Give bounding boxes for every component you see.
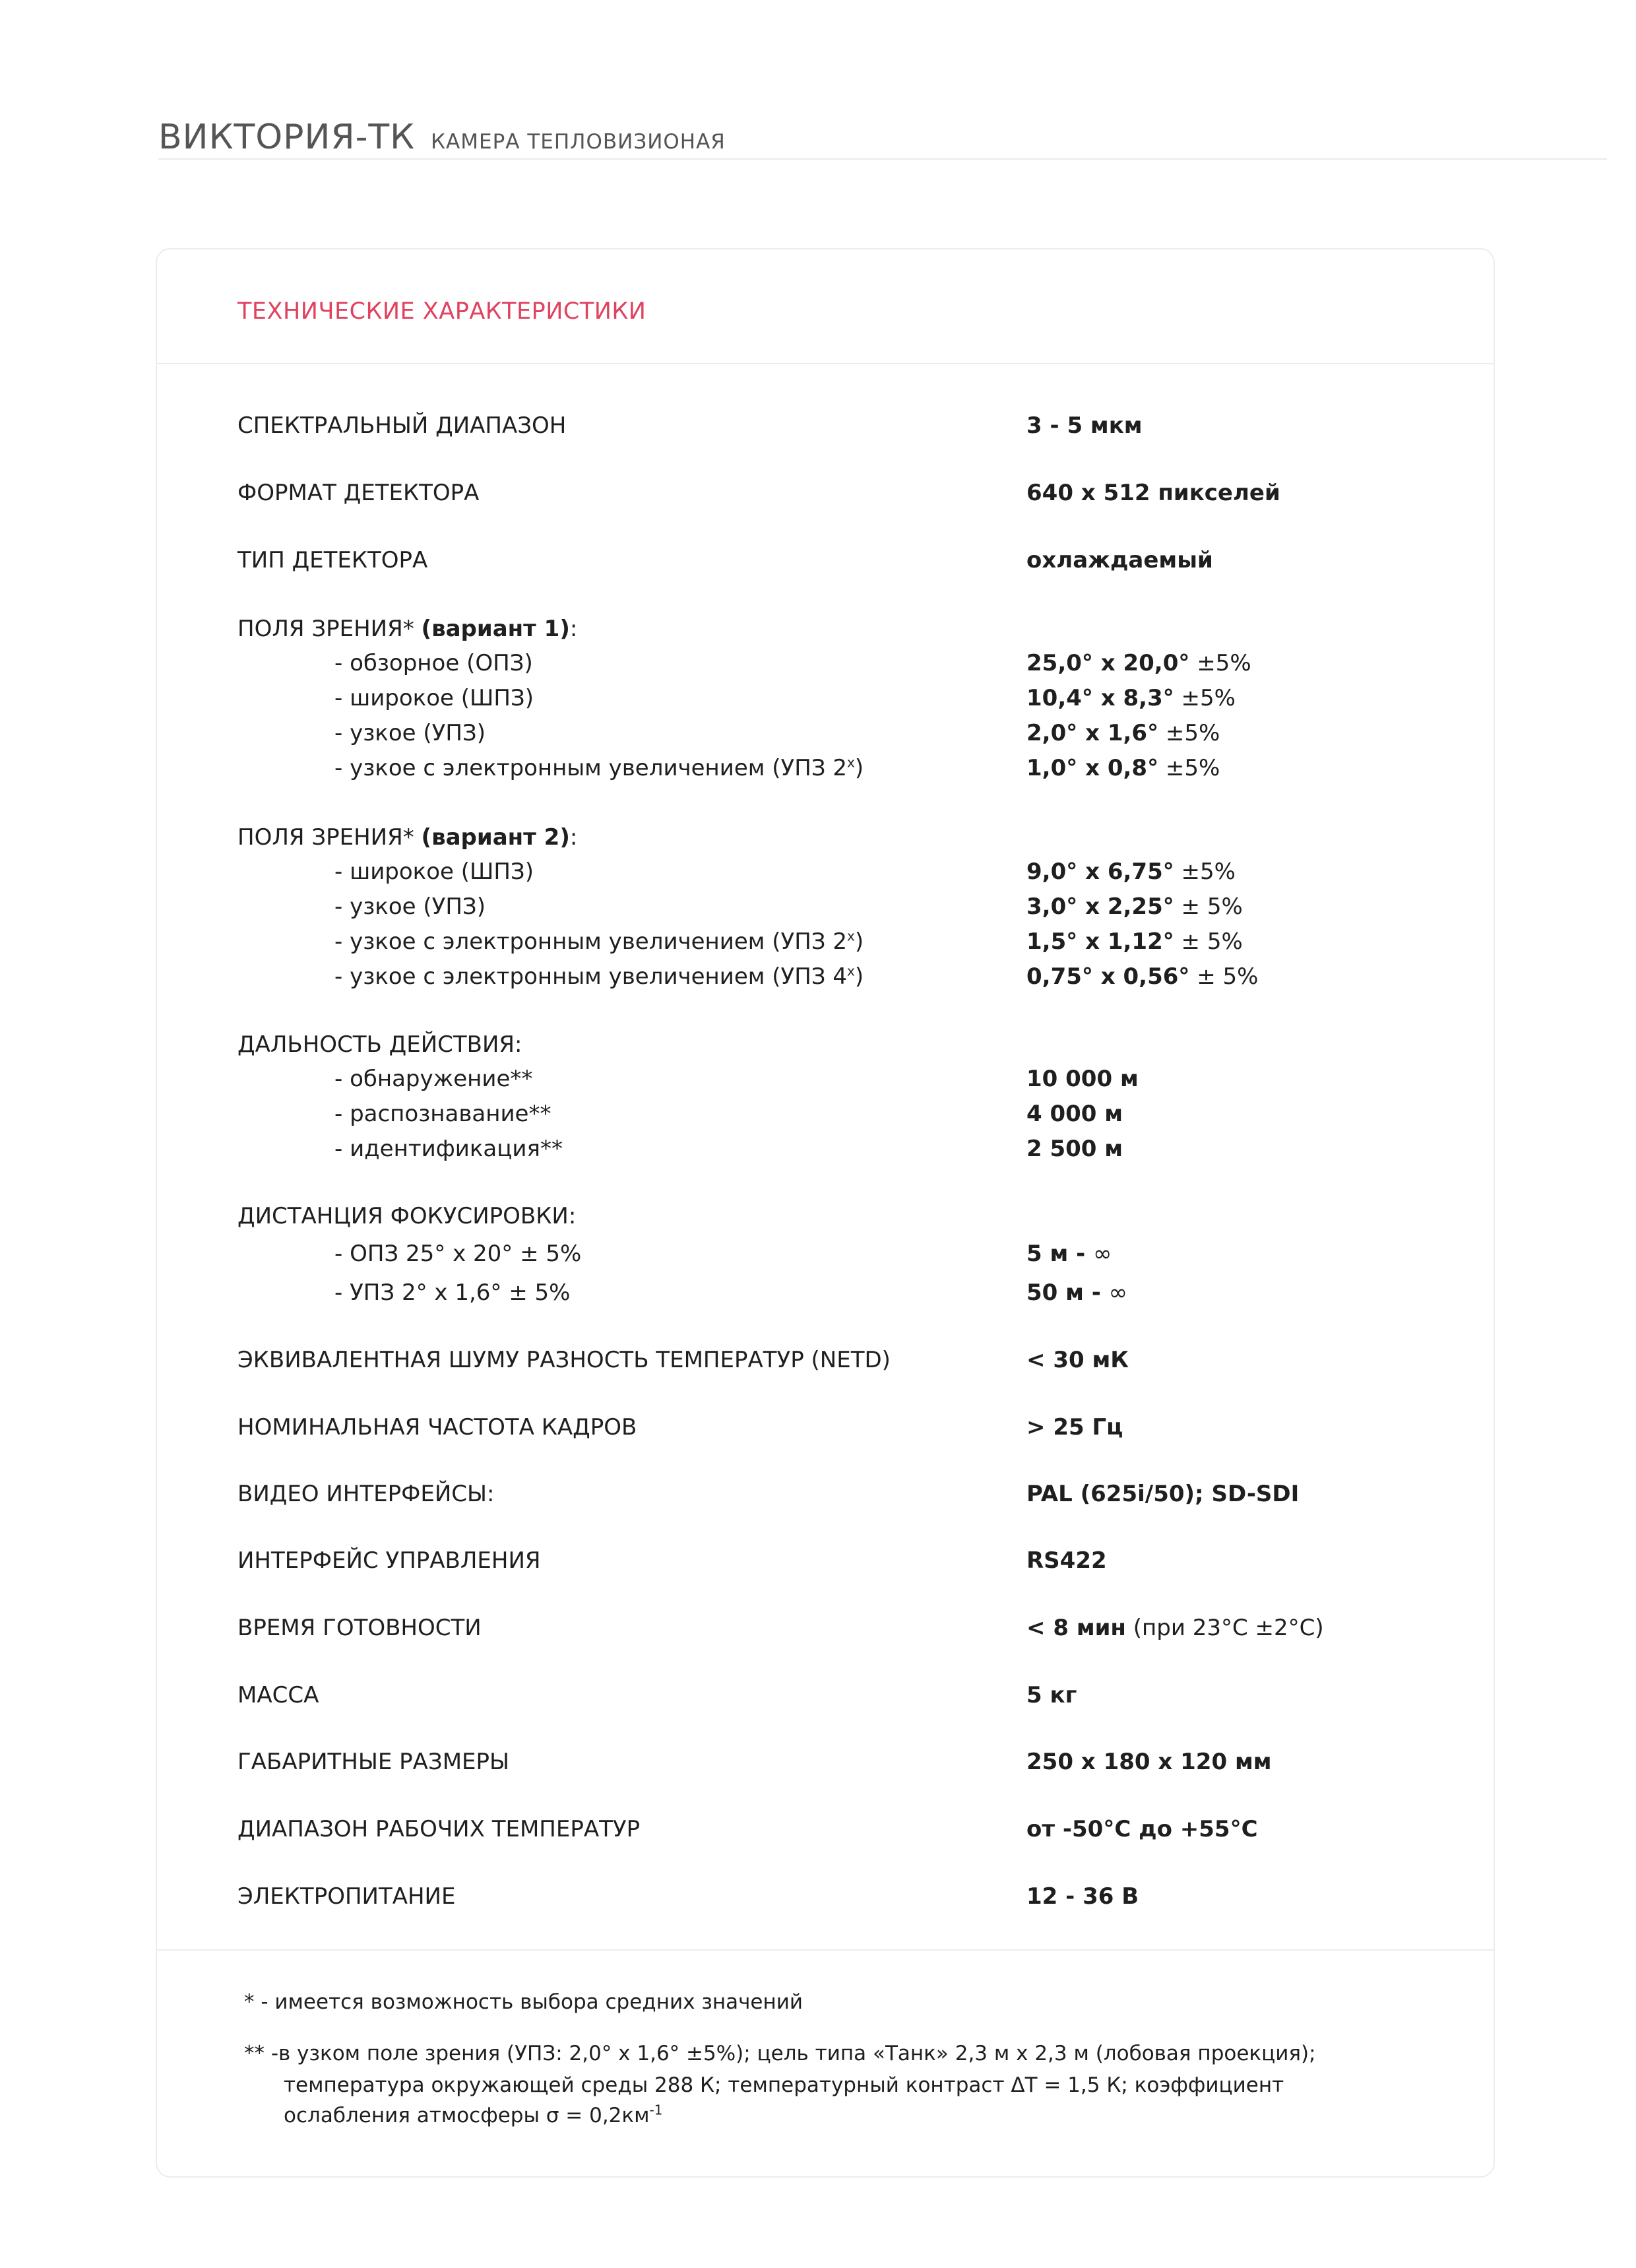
spec-row-fov2-ezoom4 <box>0 961 1636 992</box>
spec-value: RS422 <box>1026 1547 1107 1574</box>
spec-label: ВРЕМЯ ГОТОВНОСТИ <box>237 1615 482 1641</box>
spec-value: 3,0° х 2,25° ± 5% <box>1026 893 1243 920</box>
spec-row-netd <box>0 1345 1636 1375</box>
spec-value: 2 500 м <box>1026 1136 1123 1162</box>
spec-value: охлаждаемый <box>1026 547 1213 573</box>
spec-row-fov1-wide <box>0 683 1636 713</box>
footnote-2-line-3: ослабления атмосферы $\sigma = 0,2км^{-1}$ <box>284 2102 663 2127</box>
spec-row-fov1-narrow <box>0 718 1636 748</box>
spec-value: < 30 мК <box>1026 1347 1129 1373</box>
spec-value: 250 х 180 х 120 мм <box>1026 1749 1272 1775</box>
spec-label: - узкое (УПЗ) <box>334 893 486 920</box>
spec-group-fov1 <box>0 614 1636 644</box>
spec-label: - УПЗ 2° х 1,6° ± 5% <box>334 1280 571 1306</box>
spec-row-range-recognize <box>0 1099 1636 1129</box>
spec-group-fov2 <box>0 822 1636 853</box>
spec-row-operating-temp <box>0 1814 1636 1844</box>
spec-label: ДИСТАНЦИЯ ФОКУСИРОВКИ: <box>237 1203 577 1229</box>
spec-row-fov2-wide <box>0 857 1636 887</box>
spec-label: ИНТЕРФЕЙС УПРАВЛЕНИЯ <box>237 1547 541 1574</box>
spec-row-video <box>0 1479 1636 1509</box>
spec-value: PAL (625i/50); SD-SDI <box>1026 1481 1300 1507</box>
spec-value: 50 м - ∞ <box>1026 1280 1128 1306</box>
document-header <box>158 117 726 157</box>
spec-row-mass <box>0 1680 1636 1710</box>
spec-row-ready-time <box>0 1613 1636 1643</box>
spec-value: 12 - 36 В <box>1026 1883 1139 1910</box>
spec-row-frame-rate <box>0 1412 1636 1442</box>
spec-label: ЭКВИВАЛЕНТНАЯ ШУМУ РАЗНОСТЬ ТЕМПЕРАТУР (NETD) <box>237 1347 891 1373</box>
card-footnote-divider <box>157 1949 1494 1951</box>
spec-group-range <box>0 1029 1636 1060</box>
spec-label: НОМИНАЛЬНАЯ ЧАСТОТА КАДРОВ <box>237 1414 637 1441</box>
spec-label: ГАБАРИТНЫЕ РАЗМЕРЫ <box>237 1749 510 1775</box>
spec-label: - широкое (ШПЗ) <box>334 685 534 711</box>
spec-label: ПОЛЯ ЗРЕНИЯ* (вариант 1): <box>237 616 578 642</box>
spec-label: ДИАПАЗОН РАБОЧИХ ТЕМПЕРАТУР <box>237 1816 641 1842</box>
spec-row-range-identify <box>0 1134 1636 1164</box>
footnote-2-line-1: ** -в узком поле зрения (УПЗ: 2,0° х 1,6° ±5%); цель типа «Танк» 2,3 м х 2,3 м (лобовая проекция); <box>244 2042 1316 2065</box>
spec-value: 9,0° х 6,75° ±5% <box>1026 859 1236 885</box>
spec-value: 1,5° х 1,12° ± 5% <box>1026 928 1243 955</box>
spec-value: 5 кг <box>1026 1682 1077 1708</box>
spec-group-focus <box>0 1201 1636 1231</box>
spec-value: 2,0° х 1,6° ±5% <box>1026 720 1220 746</box>
spec-row-fov1-survey <box>0 648 1636 678</box>
spec-row-fov2-ezoom2 <box>0 926 1636 957</box>
spec-row-dimensions <box>0 1747 1636 1777</box>
spec-row-range-detect <box>0 1064 1636 1094</box>
product-name: ВИКТОРИЯ-ТК <box>158 117 416 157</box>
spec-value: > 25 Гц <box>1026 1414 1123 1441</box>
spec-label: - узкое с электронным увеличением (УПЗ $2^х$) <box>334 928 864 955</box>
spec-row-detector-type <box>0 545 1636 575</box>
spec-row-spectral <box>0 410 1636 441</box>
spec-value: от -50°С до +55°С <box>1026 1816 1258 1842</box>
spec-value: 0,75° х 0,56° ± 5% <box>1026 963 1259 990</box>
spec-label: ТИП ДЕТЕКТОРА <box>237 547 428 573</box>
spec-label: - распознавание** <box>334 1101 551 1127</box>
spec-value: 25,0° х 20,0° ±5% <box>1026 650 1251 676</box>
spec-row-focus-opz <box>0 1239 1636 1269</box>
spec-value: 1,0° х 0,8° ±5% <box>1026 755 1220 781</box>
spec-value: 10,4° х 8,3° ±5% <box>1026 685 1236 711</box>
spec-value: 5 м - ∞ <box>1026 1241 1112 1267</box>
spec-row-fov1-ezoom <box>0 753 1636 783</box>
footnote-1: * - имеется возможность выбора средних значений <box>244 1990 803 2014</box>
footnote-2-line-2: температура окружающей среды 288 К; температурный контраст ΔТ = 1,5 К; коэффициент <box>284 2073 1284 2097</box>
spec-label: ДАЛЬНОСТЬ ДЕЙСТВИЯ: <box>237 1031 522 1058</box>
spec-label: ПОЛЯ ЗРЕНИЯ* (вариант 2): <box>237 824 578 851</box>
spec-value: < 8 мин (при 23°С ±2°С) <box>1026 1615 1324 1641</box>
spec-label: - обзорное (ОПЗ) <box>334 650 533 676</box>
spec-label: ВИДЕО ИНТЕРФЕЙСЫ: <box>237 1481 495 1507</box>
spec-label: ФОРМАТ ДЕТЕКТОРА <box>237 480 480 506</box>
spec-value: 640 х 512 пикселей <box>1026 480 1280 506</box>
spec-row-fov2-narrow <box>0 891 1636 922</box>
spec-label: - ОПЗ 25° х 20° ± 5% <box>334 1241 582 1267</box>
spec-row-control <box>0 1545 1636 1576</box>
spec-label: - узкое с электронным увеличением (УПЗ $4^х$) <box>334 963 864 990</box>
section-title: ТЕХНИЧЕСКИЕ ХАРАКТЕРИСТИКИ <box>237 298 646 325</box>
card-title-divider <box>157 363 1494 364</box>
spec-value: 3 - 5 мкм <box>1026 412 1143 439</box>
spec-label: МАССА <box>237 1682 319 1708</box>
spec-row-focus-upz <box>0 1278 1636 1308</box>
header-divider <box>158 158 1607 160</box>
spec-label: - идентификация** <box>334 1136 563 1162</box>
spec-row-power <box>0 1881 1636 1912</box>
spec-row-format <box>0 478 1636 508</box>
product-subtitle: КАМЕРА ТЕПЛОВИЗИОНАЯ <box>431 130 726 154</box>
spec-label: - узкое с электронным увеличением (УПЗ $2^х$) <box>334 754 864 781</box>
spec-value: 4 000 м <box>1026 1101 1123 1127</box>
spec-label: - узкое (УПЗ) <box>334 720 486 746</box>
spec-label: - широкое (ШПЗ) <box>334 859 534 885</box>
spec-label: СПЕКТРАЛЬНЫЙ ДИАПАЗОН <box>237 412 567 439</box>
spec-value: 10 000 м <box>1026 1066 1139 1092</box>
spec-label: - обнаружение** <box>334 1066 533 1092</box>
spec-label: ЭЛЕКТРОПИТАНИЕ <box>237 1883 456 1910</box>
